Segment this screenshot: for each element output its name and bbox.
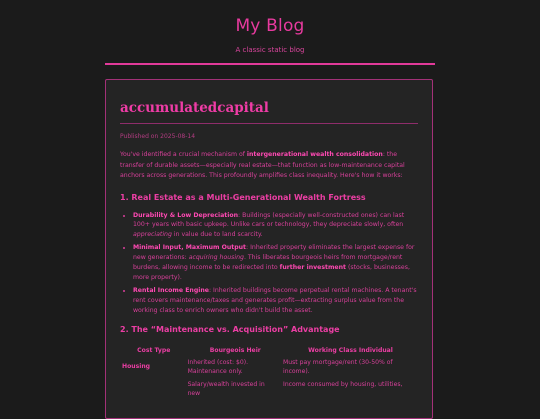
list-item-label: Rental Income Engine <box>133 286 209 294</box>
table-row <box>120 358 418 377</box>
intro-text-b: : the transfer of durable assets—especially real estate—that function as low-maintenance capital anchors across generations. This profoundly amplifies class inequality. Here's how it works: <box>120 151 405 179</box>
site-tagline: A classic static blog <box>235 46 305 54</box>
list-item-emphasis: acquiring housing <box>188 254 244 262</box>
list-item <box>133 211 418 241</box>
post-intro <box>120 150 418 182</box>
list-item-text: (stocks, businesses, more property). <box>133 264 410 281</box>
comparison-table <box>120 347 418 399</box>
table-cell: Income consumed by housing, utilities, <box>283 380 403 388</box>
list-item-label: Durability & Low Depreciation <box>133 211 239 219</box>
table-header: Cost Type <box>137 346 171 354</box>
header-divider <box>105 63 435 65</box>
section-1-list <box>120 211 418 316</box>
section-heading-2: 2. The “Maintenance vs. Acquisition” Advantage <box>120 324 340 334</box>
site-title[interactable]: My Blog <box>235 16 305 36</box>
intro-highlight: intergenerational wealth consolidation <box>246 151 383 158</box>
list-item-label: Minimal Input, Maximum Output <box>133 244 247 252</box>
post-date: Published on 2025-08-14 <box>120 133 196 140</box>
site-header <box>0 0 540 54</box>
list-item-emphasis: appreciating <box>133 231 172 239</box>
list-item-text: . This liberates bourgeois heirs from mortgage/rent burdens, allowing income to be redirected into <box>133 254 403 272</box>
post-title[interactable]: accumulatedcapital <box>120 100 269 116</box>
table-header: Working Class Individual <box>308 346 393 354</box>
table-cell <box>120 377 188 399</box>
table-cell: Inherited (cost: $0). Maintenance only. <box>187 358 249 376</box>
list-item-text: : Buildings (especially well-constructed ones) can last 100+ years with basic upkeep. Unlike cars or technology, they depreciate slowly, often <box>133 211 405 229</box>
list-item-text: : Inherited buildings become perpetual rental machines. A tenant's rent covers maintenance/taxes and generates profit—extracting surplus value from the working class to enrich owners who didn't build the asset. <box>133 286 417 314</box>
table-header: Bourgeois Heir <box>209 346 261 354</box>
table-row <box>120 377 418 399</box>
post-card <box>105 79 433 419</box>
table-cell: Must pay mortgage/rent (30-50% of income). <box>283 358 393 376</box>
list-item <box>133 243 418 283</box>
table-cell: Housing <box>122 363 151 371</box>
table-header-row <box>120 347 418 358</box>
list-item-text: : Inherited property eliminates the largest expense for new generations: <box>133 244 415 262</box>
section-heading-1: 1. Real Estate as a Multi-Generational Wealth Fortress <box>120 192 366 202</box>
table-cell: Salary/wealth invested in new <box>187 380 265 398</box>
list-item <box>133 286 418 316</box>
intro-text-a: You've identified a crucial mechanism of <box>120 151 247 158</box>
list-item-text: in value due to land scarcity. <box>171 231 263 239</box>
title-divider <box>120 123 418 124</box>
list-item-bold: further investment <box>279 264 346 272</box>
